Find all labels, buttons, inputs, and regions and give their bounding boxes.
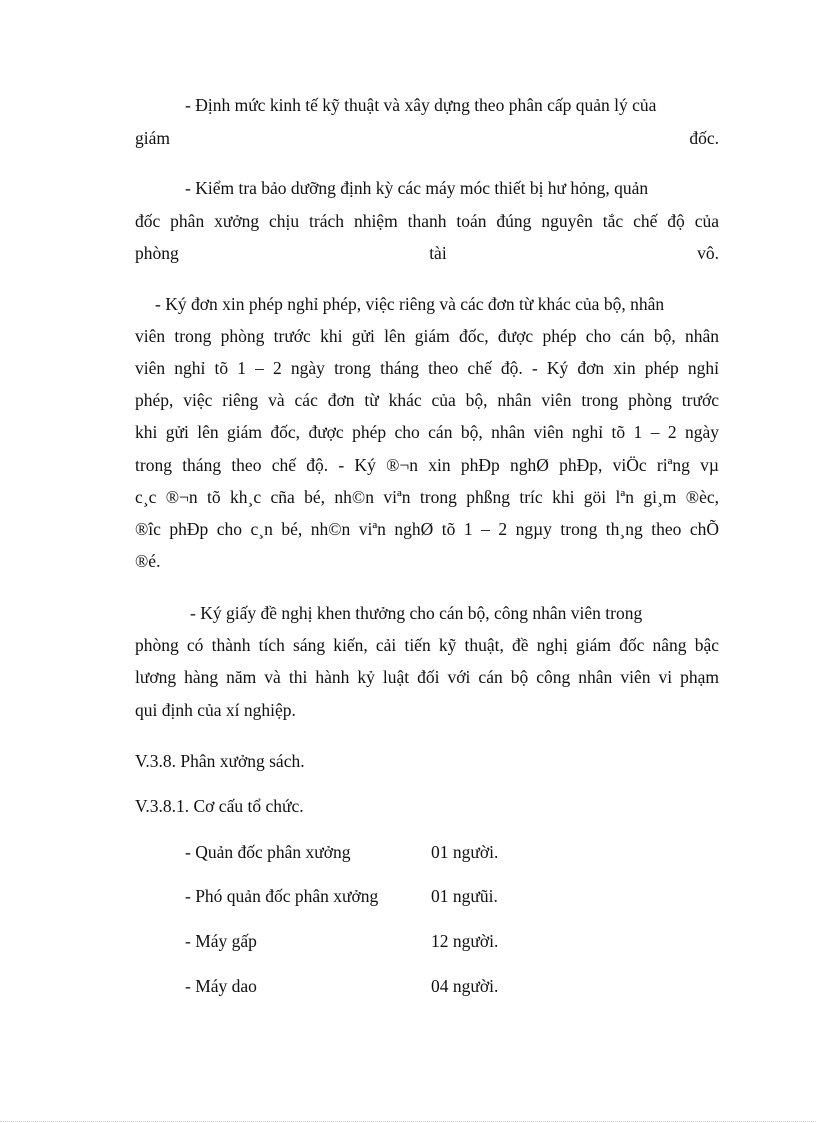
p3-line-8: ®îc phÐp cho c¸n bé, nh©n viªn nghØ tõ 1 – 2 ngµy trong th¸ng theo chÕ bbox=[135, 519, 719, 539]
p3-line-3: viên nghỉ tõ 1 – 2 ngày trong tháng theo chế độ. - Ký đơn xin phép nghỉ bbox=[135, 358, 719, 378]
staff-row bbox=[185, 925, 705, 958]
staff-row bbox=[185, 970, 705, 1003]
p4-line-4: qui định của xí nghiệp. bbox=[135, 700, 296, 720]
p3-line-7: c¸c ®¬n tõ kh¸c cña bé, nh©n viªn trong phßng tríc khi göi lªn gi¸m ®èc, bbox=[135, 487, 719, 507]
staff-role: - Phó quản đốc phân xưởng bbox=[185, 886, 379, 906]
p2-line-3: phòng tài vô. bbox=[135, 243, 719, 263]
p2-line-1: - Kiểm tra bảo dưỡng định kỳ các máy móc thiết bị hư hỏng, quản bbox=[185, 178, 649, 198]
p2-line-2: đốc phân xưởng chịu trách nhiệm thanh toán đúng nguyên tắc chế độ của bbox=[135, 211, 719, 231]
staff-count: 01 ngưũi. bbox=[431, 886, 498, 906]
p3-line-9: ®é. bbox=[135, 551, 161, 571]
p1-line-1: - Định mức kinh tế kỹ thuật và xây dựng theo phân cấp quản lý của bbox=[185, 95, 657, 115]
staff-role: - Máy dao bbox=[185, 976, 257, 996]
p3-line-4: phép, việc riêng và các đơn từ khác của bộ, nhân viên trong phòng trước bbox=[135, 390, 719, 410]
staff-count: 12 người. bbox=[431, 931, 499, 951]
p3-line-1: - Ký đơn xin phép nghỉ phép, việc riêng và các đơn từ khác của bộ, nhân bbox=[155, 294, 665, 314]
subsection-heading: V.3.8.1. Cơ cấu tổ chức. bbox=[135, 796, 304, 816]
page-bottom-border bbox=[0, 1121, 816, 1122]
section-heading: V.3.8. Phân xưởng sách. bbox=[135, 751, 305, 771]
staff-count: 04 người. bbox=[431, 976, 499, 996]
p3-line-2: viên trong phòng trước khi gửi lên giám đốc, được phép cho cán bộ, nhân bbox=[135, 326, 719, 346]
staff-role: - Quản đốc phân xưởng bbox=[185, 842, 351, 862]
p3-line-5: khi gửi lên giám đốc, được phép cho cán bộ, nhân viên nghỉ tõ 1 – 2 ngày bbox=[135, 422, 719, 442]
staff-role: - Máy gấp bbox=[185, 931, 257, 951]
staff-row bbox=[185, 880, 705, 913]
p4-line-2: phòng có thành tích sáng kiến, cải tiến kỹ thuật, đề nghị giám đốc nâng bậc bbox=[135, 635, 719, 655]
staff-row bbox=[185, 836, 705, 869]
p3-line-6: trong tháng theo chế độ. - Ký ®¬n xin phÐp nghØ phÐp, viÖc riªng vµ bbox=[135, 455, 719, 475]
p4-line-1: - Ký giấy đề nghị khen thưởng cho cán bộ, công nhân viên trong bbox=[190, 603, 643, 623]
p4-line-3: lương hàng năm và thi hành kỷ luật đối với cán bộ công nhân viên vi phạm bbox=[135, 667, 719, 687]
p1-line-2: giám đốc. bbox=[135, 128, 719, 148]
staff-count: 01 người. bbox=[431, 842, 499, 862]
